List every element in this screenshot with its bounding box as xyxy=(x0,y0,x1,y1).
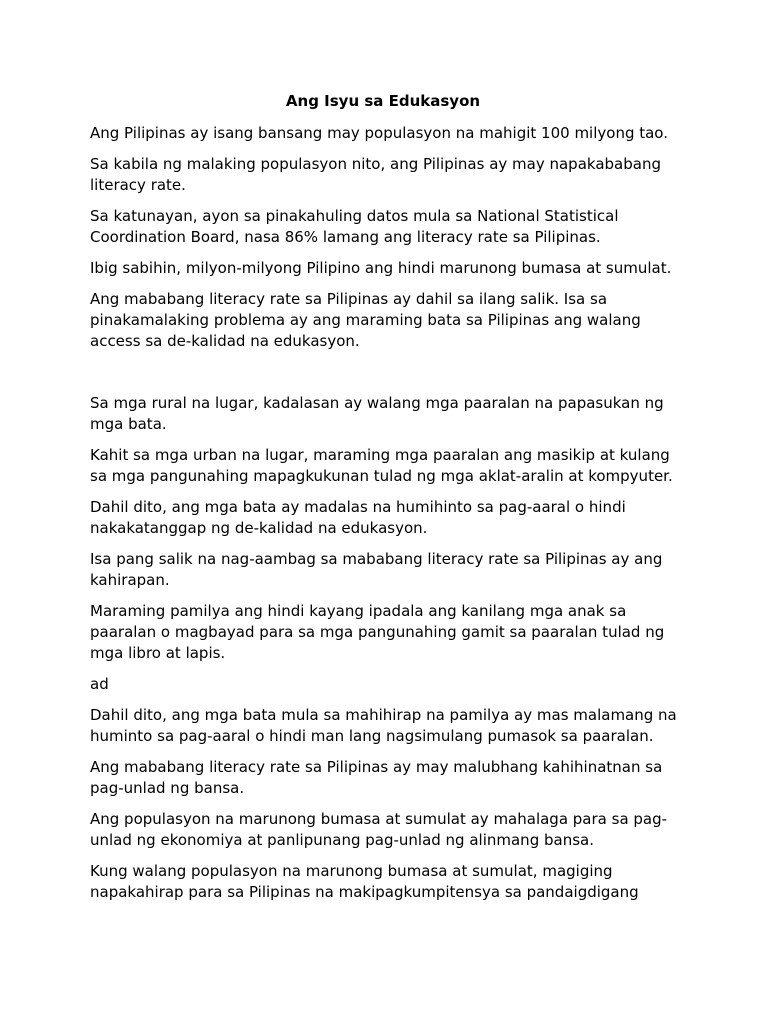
paragraph: Maraming pamilya ang hindi kayang ipadala ang kanilang mga anak sa paaralan o magbayad para sa mga pangunahing gamit sa paaralan tulad ng mga libro at lapis. xyxy=(90,602,665,662)
paragraph: Kahit sa mga urban na lugar, maraming mga paaralan ang masikip at kulang sa mga pangunahing mapagkukunan tulad ng mga aklat-aralin at kompyuter. xyxy=(90,446,673,485)
paragraph: Ang populasyon na marunong bumasa at sumulat ay mahalaga para sa pag-unlad ng ekonomiya at panlipunang pag-unlad ng alinmang bansa. xyxy=(90,810,668,849)
paragraph: Ang mababang literacy rate sa Pilipinas ay dahil sa ilang salik. Isa sa pinakamalaking problema ay ang maraming bata sa Pilipinas ang walang access sa de-kalidad na edukasyon. xyxy=(90,290,641,350)
paragraph: Sa kabila ng malaking populasyon nito, ang Pilipinas ay may napakababang literacy rate. xyxy=(90,155,661,194)
paragraph: Kung walang populasyon na marunong bumasa at sumulat, magiging napakahirap para sa Pilipinas na makipagkumpitensya sa pandaigdigang xyxy=(90,862,639,901)
blank-gap xyxy=(90,362,690,393)
document-title: Ang Isyu sa Edukasyon xyxy=(285,92,481,110)
paragraph: Sa katunayan, ayon sa pinakahuling datos mula sa National Statistical Coordination Board, nasa 86% lamang ang literacy rate sa Pilipinas. xyxy=(90,207,619,246)
paragraph: Dahil dito, ang mga bata ay madalas na humihinto sa pag-aaral o hindi nakakatanggap ng de-kalidad na edukasyon. xyxy=(90,498,626,537)
document-page xyxy=(90,91,690,913)
paragraph: Ang mababang literacy rate sa Pilipinas ay may malubhang kahihinatnan sa pag-unlad ng bansa. xyxy=(90,758,663,797)
ad-label: ad xyxy=(90,675,109,693)
paragraph: Ibig sabihin, milyon-milyong Pilipino ang hindi marunong bumasa at sumulat. xyxy=(90,259,672,277)
paragraph: Isa pang salik na nag-aambag sa mababang literacy rate sa Pilipinas ay ang kahirapan. xyxy=(90,550,663,589)
paragraph: Ang Pilipinas ay isang bansang may populasyon na mahigit 100 milyong tao. xyxy=(90,124,668,142)
paragraph: Sa mga rural na lugar, kadalasan ay walang mga paaralan na papasukan ng mga bata. xyxy=(90,394,664,433)
paragraph: Dahil dito, ang mga bata mula sa mahihirap na pamilya ay mas malamang na huminto sa pag-aaral o hindi man lang nagsimulang pumasok sa paaralan. xyxy=(90,706,677,745)
